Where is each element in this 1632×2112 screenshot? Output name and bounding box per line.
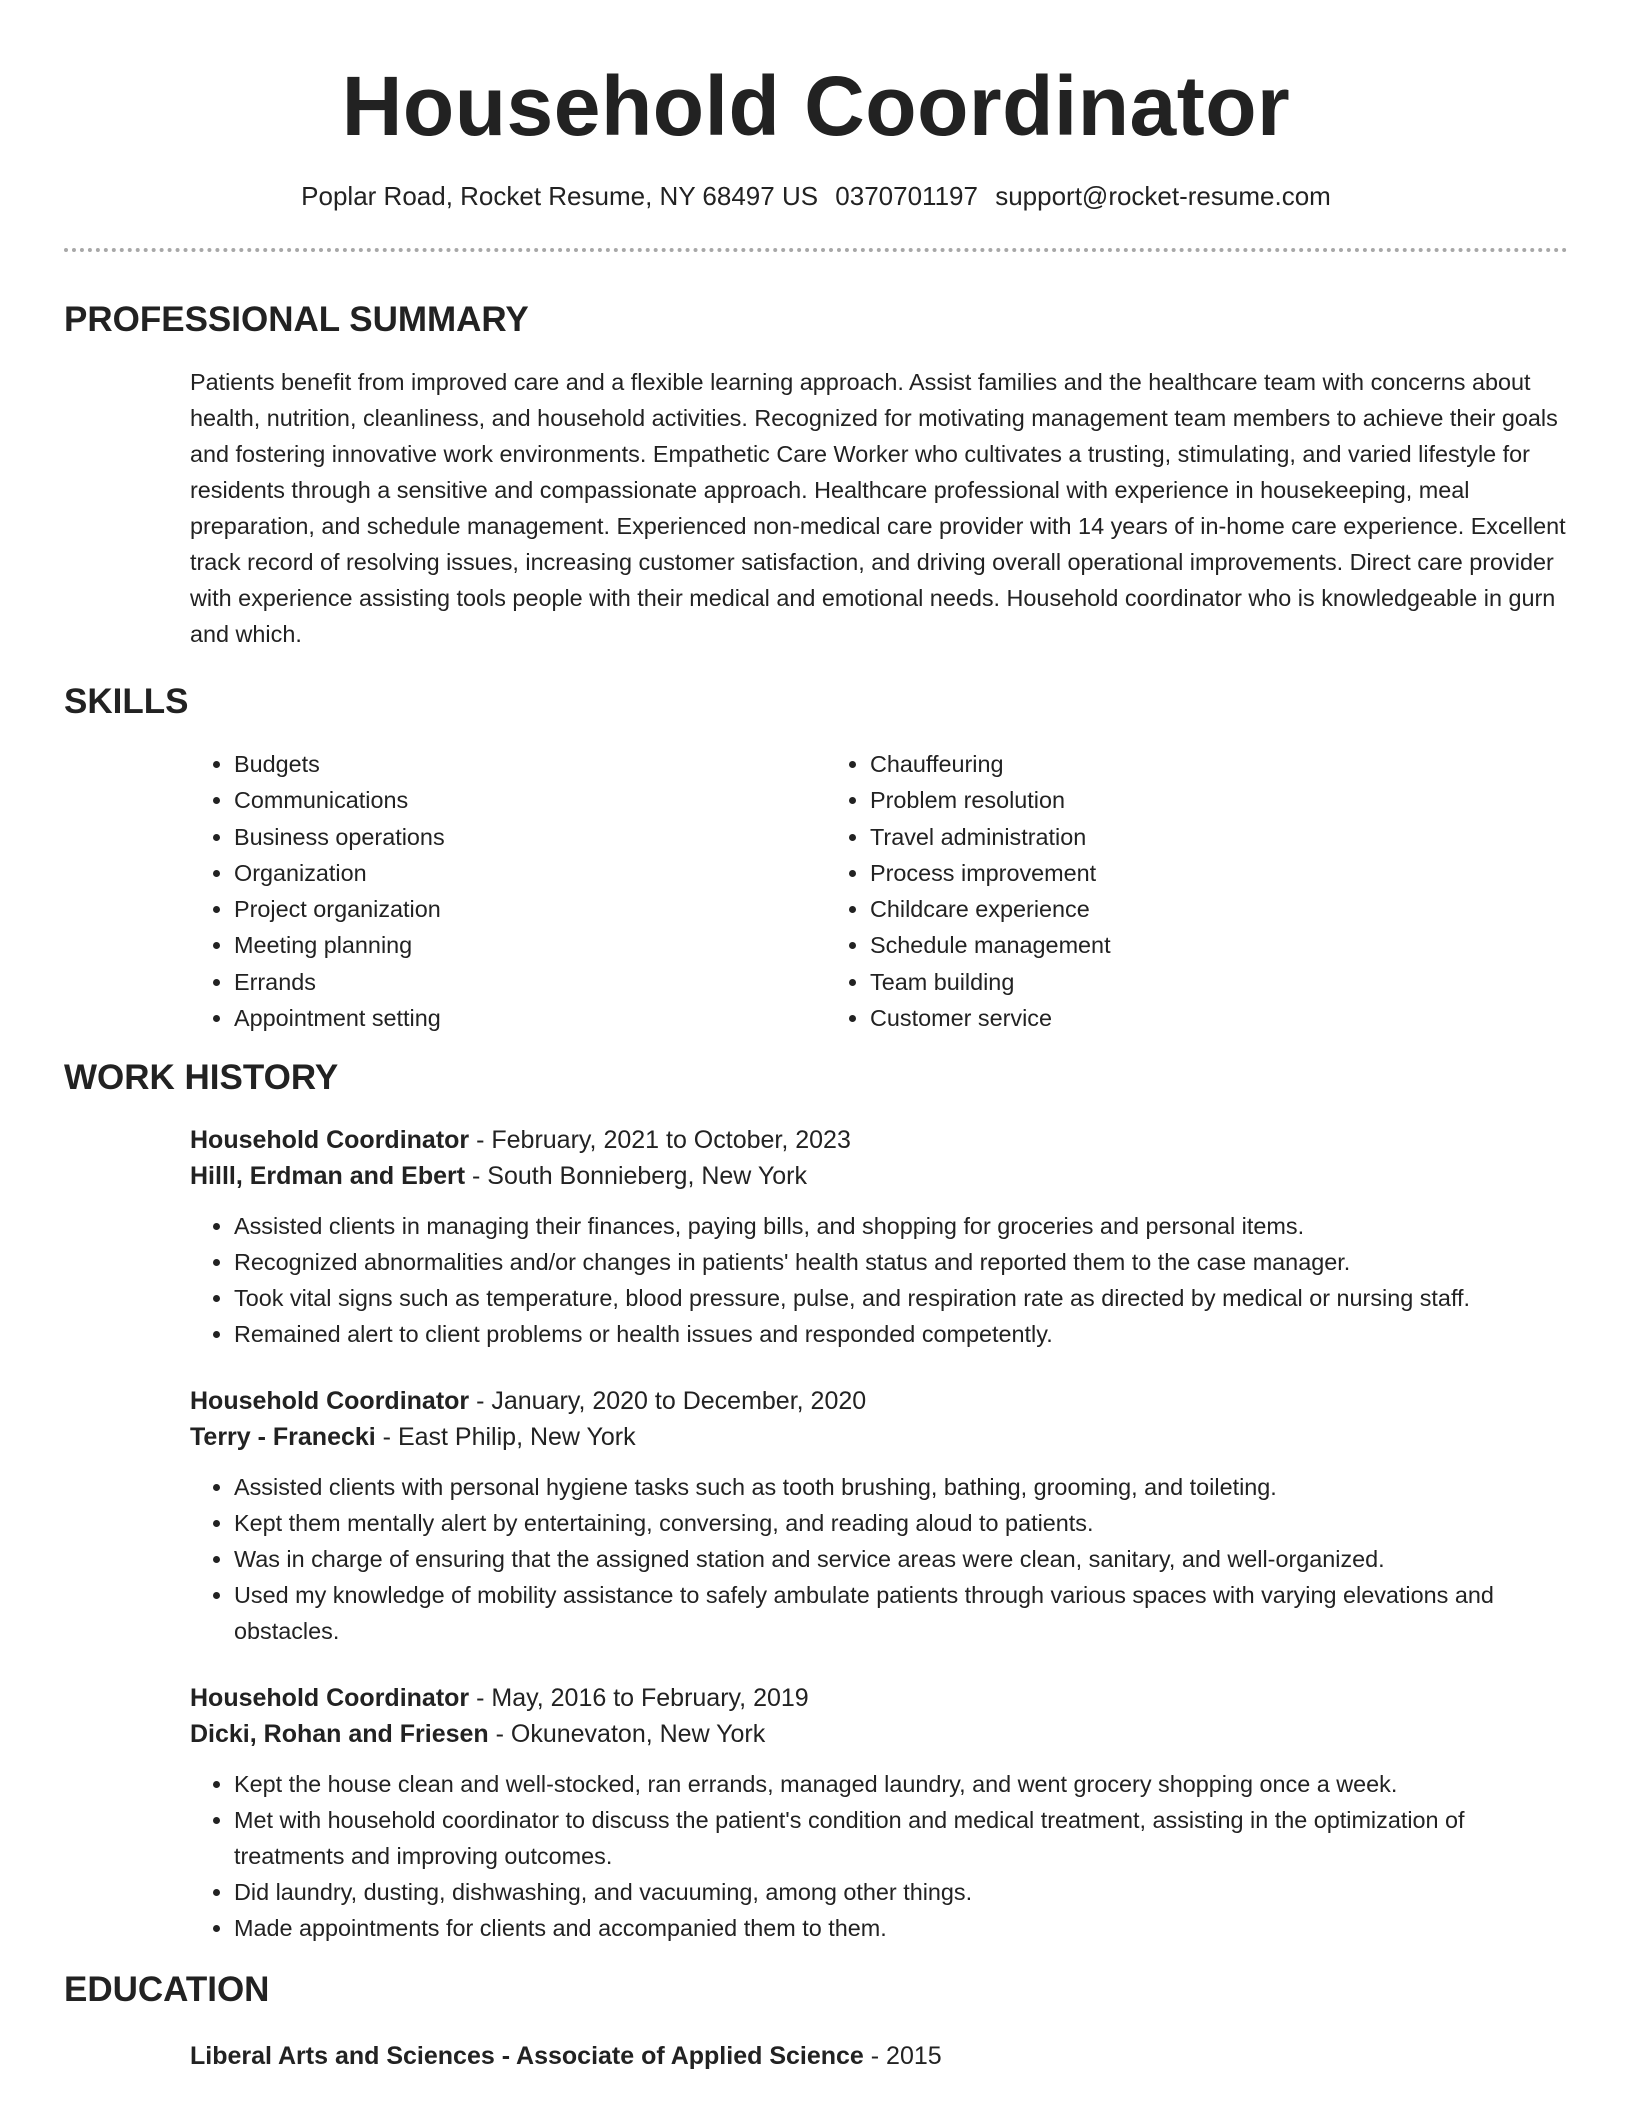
skill-item: • Customer service <box>870 1000 1326 1036</box>
job-title-line <box>190 1383 1568 1419</box>
skills-list <box>190 746 1568 1036</box>
contact-phone: 0370701197 <box>835 181 978 211</box>
job-title-line <box>190 1680 1568 1716</box>
job-bullets <box>190 1766 1568 1946</box>
education-heading: EDUCATION <box>64 1970 270 2010</box>
skill-item: • Process improvement <box>870 855 1326 891</box>
skill-item: • Organization <box>234 855 826 891</box>
skills-heading: SKILLS <box>64 682 189 721</box>
job-company-line <box>190 1419 1568 1455</box>
education-entry <box>190 2038 1568 2074</box>
skill-item: • Meeting planning <box>234 927 826 963</box>
job-dates: - February, 2021 to October, 2023 <box>469 1126 851 1155</box>
contact-address: Poplar Road, Rocket Resume, NY 68497 US <box>301 181 819 211</box>
job-bullet: • Assisted clients with personal hygiene tasks such as tooth brushing, bathing, grooming, and toileting. <box>234 1469 1568 1505</box>
job-bullet: • Remained alert to client problems or health issues and responded competently. <box>234 1316 1568 1352</box>
job-location: - Okunevaton, New York <box>488 1720 766 1749</box>
skill-item: • Appointment setting <box>234 1000 826 1036</box>
skill-item: • Schedule management <box>870 927 1326 963</box>
skills-column-right <box>826 746 1326 1036</box>
job-entry <box>190 1122 1568 1352</box>
job-bullet: • Made appointments for clients and accompanied them to them. <box>234 1910 1568 1946</box>
job-entry <box>190 1680 1568 1946</box>
job-dates: - May, 2016 to February, 2019 <box>469 1684 809 1713</box>
skill-item: • Project organization <box>234 891 826 927</box>
summary-heading: PROFESSIONAL SUMMARY <box>64 300 529 339</box>
summary-text: Patients benefit from improved care and a flexible learning approach. Assist families and the healthcare team with concerns about health, nutrition, cleanliness, and household activities. Recognized for motivating management team members to achieve their goals and fostering innovative work environments. Empathetic Care Worker who cultivates a trusting, stimulating, and varied lifestyle for residents through a sensitive and compassionate approach. Healthcare professional with experience in housekeeping, meal preparation, and schedule management. Experienced non-medical care provider with 14 years of in-home care experience. Excellent track record of resolving issues, increasing customer satisfaction, and driving overall operational improvements. Direct care provider with experience assisting tools people with their medical and emotional needs. Household coordinator who is knowledgeable in gurn and which. <box>190 369 1566 647</box>
skill-item: • Childcare experience <box>870 891 1326 927</box>
job-bullets <box>190 1208 1568 1352</box>
job-bullet: • Recognized abnormalities and/or changes in patients' health status and reported them to the case manager. <box>234 1244 1568 1280</box>
job-company-line <box>190 1158 1568 1194</box>
job-bullet: • Kept the house clean and well-stocked, ran errands, managed laundry, and went grocery shopping once a week. <box>234 1766 1568 1802</box>
job-dates: - January, 2020 to December, 2020 <box>469 1387 867 1416</box>
skill-item: • Travel administration <box>870 819 1326 855</box>
skill-item: • Communications <box>234 782 826 818</box>
job-bullet: • Was in charge of ensuring that the assigned station and service areas were clean, sanitary, and well-organized. <box>234 1541 1568 1577</box>
job-bullet: • Met with household coordinator to discuss the patient's condition and medical treatment, assisting in the optimization of treatments and improving outcomes. <box>234 1802 1568 1874</box>
job-bullet: • Used my knowledge of mobility assistance to safely ambulate patients through various spaces with varying elevations and obstacles. <box>234 1577 1568 1649</box>
education-degree: Liberal Arts and Sciences - Associate of Applied Science <box>190 2042 864 2071</box>
resume-name: Household Coordinator <box>341 59 1291 153</box>
job-location: - South Bonnieberg, New York <box>465 1162 807 1191</box>
skill-item: • Business operations <box>234 819 826 855</box>
job-location: - East Philip, New York <box>375 1423 636 1452</box>
skill-item: • Errands <box>234 964 826 1000</box>
job-bullet: • Took vital signs such as temperature, blood pressure, pulse, and respiration rate as directed by medical or nursing staff. <box>234 1280 1568 1316</box>
job-entry <box>190 1383 1568 1649</box>
contact-line <box>64 179 1568 213</box>
skills-column-left <box>190 746 826 1036</box>
work-history-heading: WORK HISTORY <box>64 1058 339 1098</box>
job-company: Hilll, Erdman and Ebert <box>190 1162 466 1191</box>
education-year: - 2015 <box>863 2042 942 2071</box>
job-company: Terry - Franecki <box>190 1423 376 1452</box>
skill-item: • Team building <box>870 964 1326 1000</box>
job-bullet: • Did laundry, dusting, dishwashing, and vacuuming, among other things. <box>234 1874 1568 1910</box>
contact-email: support@rocket-resume.com <box>995 181 1331 211</box>
job-role: Household Coordinator <box>190 1387 470 1416</box>
skill-item: • Budgets <box>234 746 826 782</box>
job-company-line <box>190 1716 1568 1752</box>
job-bullets <box>190 1469 1568 1649</box>
job-role: Household Coordinator <box>190 1126 470 1155</box>
skill-item: • Problem resolution <box>870 782 1326 818</box>
job-company: Dicki, Rohan and Friesen <box>190 1720 489 1749</box>
header-divider <box>64 248 1568 252</box>
job-title-line <box>190 1122 1568 1158</box>
job-role: Household Coordinator <box>190 1684 470 1713</box>
job-bullet: • Assisted clients in managing their finances, paying bills, and shopping for groceries and personal items. <box>234 1208 1568 1244</box>
job-bullet: • Kept them mentally alert by entertaining, conversing, and reading aloud to patients. <box>234 1505 1568 1541</box>
skill-item: • Chauffeuring <box>870 746 1326 782</box>
